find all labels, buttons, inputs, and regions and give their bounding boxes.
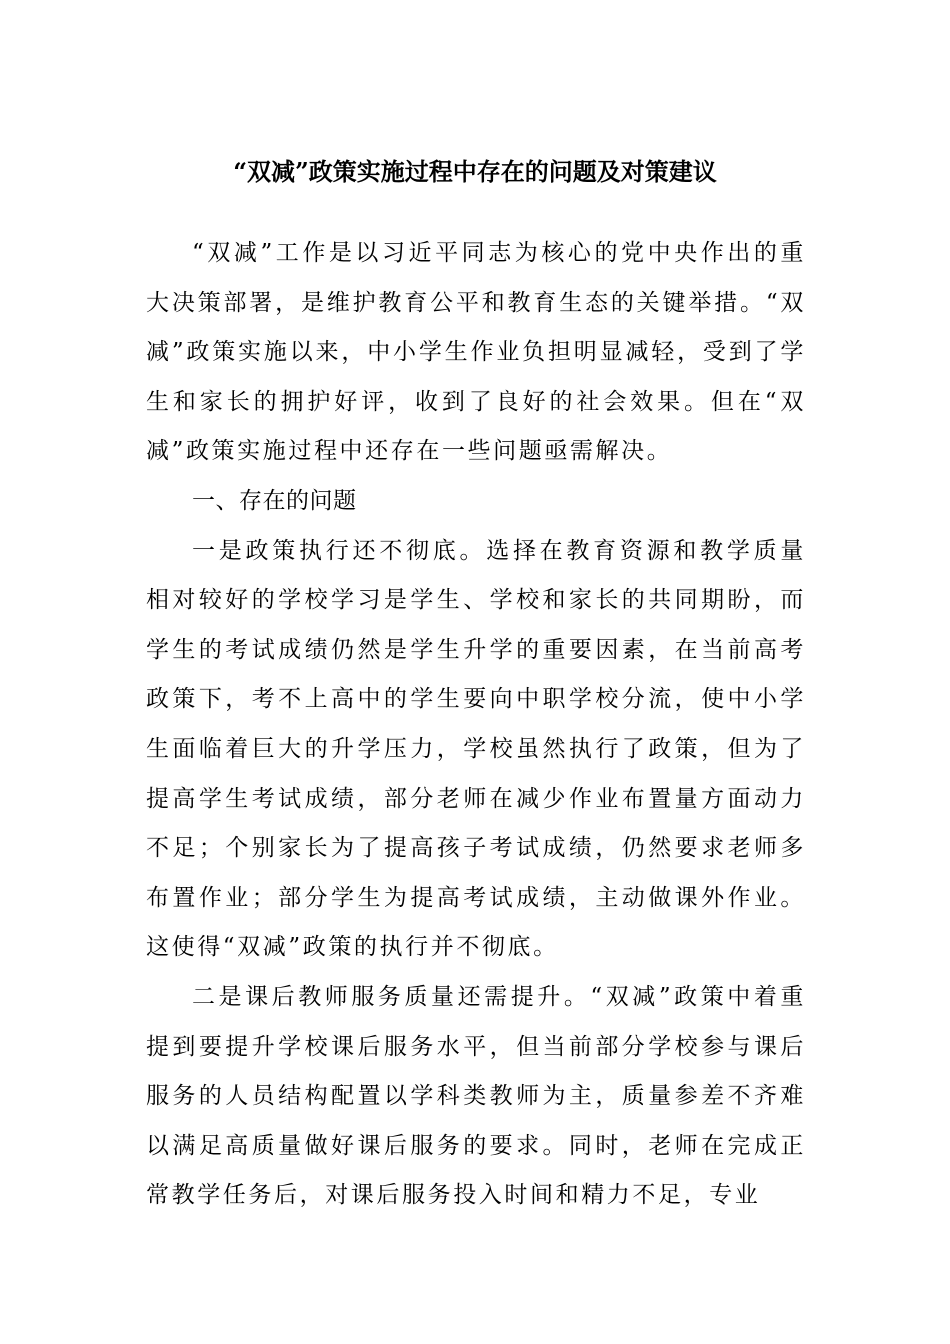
document-body (146, 229, 806, 1221)
problem-paragraph-2: 二是课后教师服务质量还需提升。“双减”政策中着重提到要提升学校课后服务水平，但当前部分学校参与课后服务的人员结构配置以学科类教师为主，质量参差不齐难以满足高质量做好课后服务的要求。同时，老师在完成正常教学任务后，对课后服务投入时间和精力不足，专业 (146, 983, 806, 1209)
document-title: “双减”政策实施过程中存在的问题及对策建议 (233, 157, 717, 186)
problem-paragraph-1: 一是政策执行还不彻底。选择在教育资源和教学质量相对较好的学校学习是学生、学校和家长的共同期盼，而学生的考试成绩仍然是学生升学的重要因素，在当前高考政策下，考不上高中的学生要向中职学校分流，使中小学生面临着巨大的升学压力，学校虽然执行了政策，但为了提高学生考试成绩，部分老师在减少作业布置量方面动力不足；个别家长为了提高孩子考试成绩，仍然要求老师多布置作业；部分学生为提高考试成绩，主动做课外作业。这使得“双减”政策的执行并不彻底。 (146, 537, 806, 961)
section-heading-problems: 一、存在的问题 (192, 487, 357, 514)
intro-paragraph: “双减”工作是以习近平同志为核心的党中央作出的重大决策部署，是维护教育公平和教育生态的关键举措。“双减”政策实施以来，中小学生作业负担明显减轻，受到了学生和家长的拥护好评，收到了良好的社会效果。但在“双减”政策实施过程中还存在一些问题亟需解决。 (146, 240, 806, 465)
